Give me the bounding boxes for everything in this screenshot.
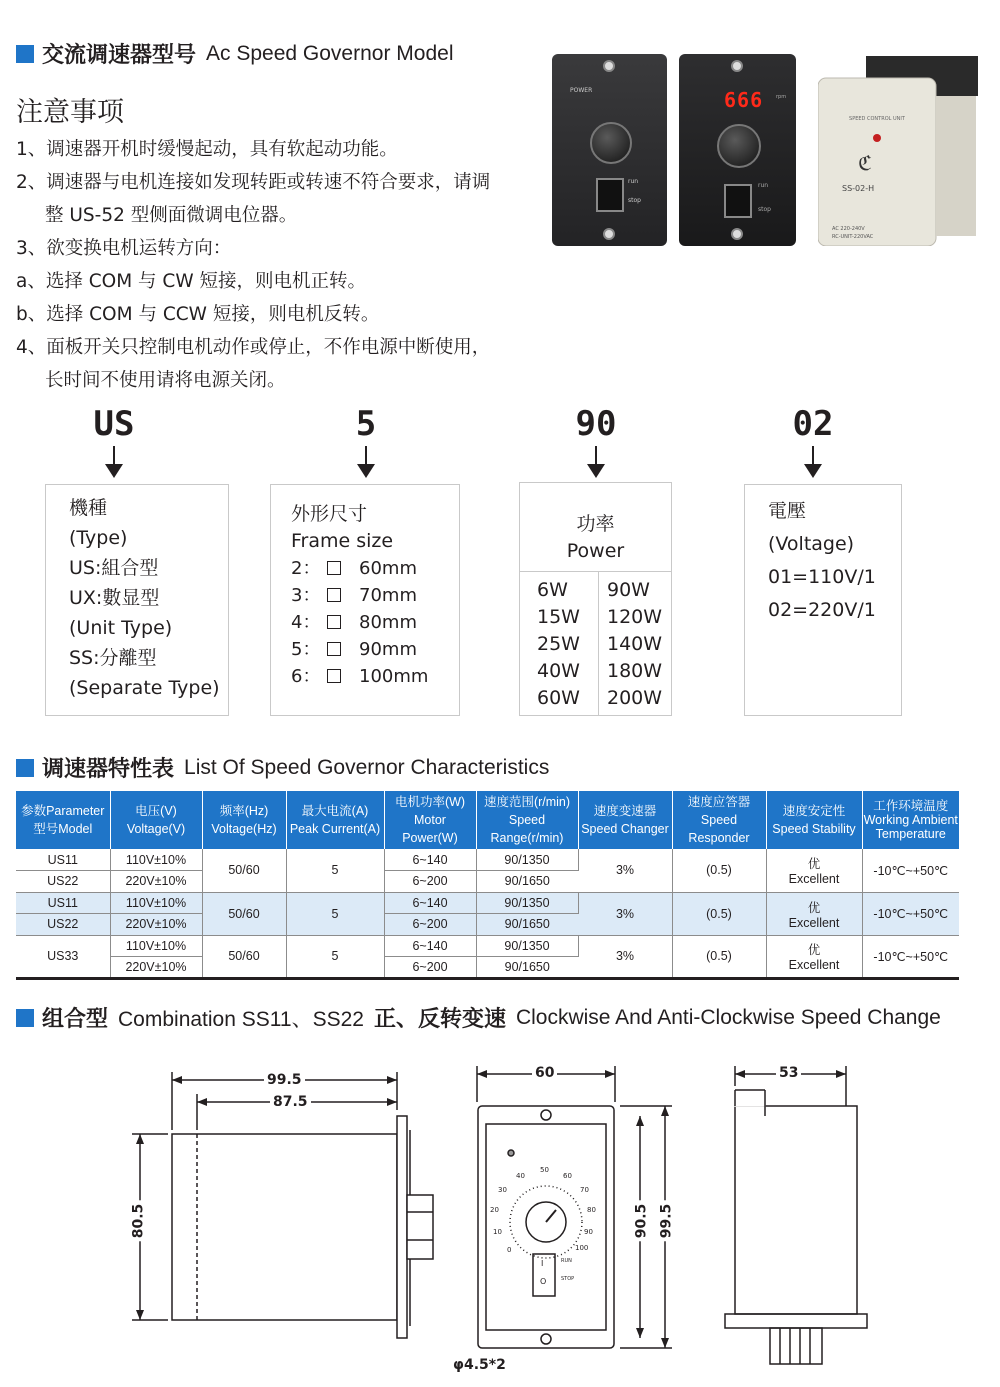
mount-hole-icon [731, 228, 743, 240]
product-photo-separate [818, 56, 980, 246]
frame-title-cn: 外形尺寸 [291, 503, 368, 525]
dim-hole: φ4.5*2 [450, 1357, 509, 1373]
section-title-en: Ac Speed Governor Model [206, 41, 454, 65]
dial-tick-label: 20 [490, 1206, 499, 1214]
power-switch-icon [596, 178, 624, 212]
voltage-line: (Voltage) [768, 533, 855, 555]
rpm-label: rpm [776, 94, 787, 100]
speed-knob-icon [590, 122, 632, 164]
frame-size-box [270, 484, 460, 716]
run-label: run [628, 178, 639, 185]
table-row: US22 220V±10% 6~200 90/1650 [16, 914, 959, 936]
mount-hole-icon [603, 60, 615, 72]
code-voltage: 02 [792, 404, 834, 444]
col-header: 工作环境温度 Working Ambient Temperature [862, 791, 959, 849]
brand-logo-icon: ℭ [858, 151, 873, 175]
type-line: 機種 [69, 497, 108, 519]
section-title-cn: 交流调速器型号 [42, 43, 197, 68]
power-value: 6W [537, 579, 568, 601]
power-value: 140W [607, 633, 663, 655]
mount-hole-icon [603, 228, 615, 240]
stop-label: stop [628, 197, 641, 204]
col-header: 电机功率(W) Motor Power(W) [384, 791, 476, 849]
dim-side-width-2: 87.5 [270, 1094, 311, 1110]
notice-line: 3、欲变换电机运转方向： [16, 238, 232, 259]
frame-row: 2： 60mm [291, 558, 417, 579]
type-line: SS:分離型 [69, 647, 157, 669]
section-heading-characteristics [16, 752, 549, 783]
product-photo-digital [679, 54, 796, 246]
stop-label: STOP [561, 1276, 575, 1282]
voltage-box [744, 484, 902, 716]
dial-tick-label: 30 [498, 1186, 507, 1194]
code-frame: 5 [355, 404, 377, 444]
frame-row: 5： 90mm [291, 639, 417, 660]
code-power: 90 [575, 404, 617, 444]
col-header: 电压(V) Voltage(V) [110, 791, 202, 849]
section-square-icon [16, 45, 34, 63]
voltage-line: 電壓 [768, 500, 807, 522]
section-square-icon [16, 1009, 34, 1027]
power-value: 15W [537, 606, 580, 628]
power-value: 40W [537, 660, 580, 682]
dim-front-height-1: 90.5 [633, 1201, 649, 1242]
dim-right-width: 53 [776, 1065, 801, 1081]
dial-tick-label: 80 [587, 1206, 596, 1214]
table-header-row [16, 791, 959, 849]
separate-unit-drawing [818, 56, 980, 246]
arrow-down-icon [104, 446, 124, 478]
power-value: 180W [607, 660, 663, 682]
unit-model-label: SS-02-H [842, 184, 875, 193]
arrow-down-icon [803, 446, 823, 478]
table-row: US11 110V±10% 50/60 5 6~140 90/1350 3% (0.5) 优 Excellent -10℃~+50℃ [16, 892, 959, 914]
section-title-cn: 调速器特性表 [42, 757, 175, 782]
dial-tick-label: 90 [584, 1228, 593, 1236]
type-line: (Type) [69, 527, 128, 549]
frame-row: 6： 100mm [291, 666, 429, 687]
switch-on-label: I [541, 1259, 544, 1268]
checkbox-icon [327, 561, 341, 575]
dial-tick-label: 40 [516, 1172, 525, 1180]
arrow-down-icon [586, 446, 606, 478]
switch-off-label: O [540, 1277, 547, 1286]
type-line: (Separate Type) [69, 677, 220, 699]
section-heading-model [16, 38, 453, 69]
checkbox-icon [327, 588, 341, 602]
section-title-en-2: Clockwise And Anti-Clockwise Speed Change [515, 1005, 941, 1029]
section-heading-combination [16, 1002, 941, 1033]
speed-knob-icon [717, 124, 761, 168]
section-square-icon [16, 759, 34, 777]
type-box [45, 484, 229, 716]
power-value: 200W [607, 687, 663, 709]
voltage-line: 02=220V/1 [768, 599, 876, 621]
power-title-cn: 功率 [576, 513, 615, 535]
notice-title: 注意事项 [16, 97, 124, 128]
col-header: 最大电流(A) Peak Current(A) [286, 791, 384, 849]
notice-line: 长时间不使用请将电源关闭。 [45, 370, 286, 391]
power-value: 60W [537, 687, 580, 709]
power-col-right [607, 577, 662, 712]
power-box [519, 482, 672, 716]
type-line: UX:數显型 [69, 587, 160, 609]
table-row: US33 110V±10% 50/60 5 6~140 90/1350 3% (0.5) 优 Excellent -10℃~+50℃ [16, 935, 959, 957]
notice-line: 整 US-52 型侧面微调电位器。 [45, 205, 298, 226]
dial-tick-label: 70 [580, 1186, 589, 1194]
notice-line: 1、调速器开机时缓慢起动，具有软起动功能。 [16, 139, 398, 160]
checkbox-icon [327, 615, 341, 629]
col-header: 参数Parameter 型号Model [16, 791, 110, 849]
arrow-down-icon [356, 446, 376, 478]
col-header: 速度安定性 Speed Stability [766, 791, 862, 849]
unit-spec-label: AC 220-240V [832, 226, 865, 232]
dim-front-width: 60 [532, 1065, 557, 1081]
col-header: 速度范围(r/min) Speed Range(r/min) [476, 791, 578, 849]
section-title-cn: 组合型 [42, 1007, 109, 1032]
notice-line: a、选择 COM 与 CW 短接，则电机正转。 [16, 271, 367, 292]
dial-tick-label: 100 [575, 1244, 589, 1252]
section-title-en: List Of Speed Governor Characteristics [184, 755, 550, 779]
power-col-left [537, 577, 580, 712]
table-row: US11 110V±10% 50/60 5 6~140 90/1350 3% (0.5) 优 Excellent -10℃~+50℃ [16, 849, 959, 871]
dial-tick-label: 50 [540, 1166, 549, 1174]
col-header: 速度变速器 Speed Changer [578, 791, 672, 849]
run-label: run [758, 182, 769, 189]
mount-hole-icon [731, 60, 743, 72]
notice-line: b、选择 COM 与 CCW 短接，则电机反转。 [16, 304, 380, 325]
col-header: 频率(Hz) Voltage(Hz) [202, 791, 286, 849]
product-photo-combination [552, 54, 667, 246]
frame-row: 4： 80mm [291, 612, 417, 633]
unit-spec-label-2: RC-UNIT-220VAC [832, 234, 874, 240]
unit-header-label: SPEED CONTROL UNIT [849, 116, 905, 122]
characteristics-table [16, 791, 959, 980]
power-label: POWER [570, 87, 593, 94]
dim-front-height-2: 99.5 [658, 1201, 674, 1242]
dim-side-width-1: 99.5 [264, 1072, 305, 1088]
stop-label: stop [758, 206, 771, 213]
table-row: US22 220V±10% 6~200 90/1650 [16, 871, 959, 893]
dim-side-height: 80.5 [130, 1201, 146, 1242]
notice-line: 4、面板开关只控制电机动作或停止，不作电源中断使用， [16, 337, 491, 358]
dial-tick-label: 10 [493, 1228, 502, 1236]
notice-line: 2、调速器与电机连接如发现转距或转速不符合要求，请调 [16, 172, 491, 193]
frame-row: 3： 70mm [291, 585, 417, 606]
power-value: 90W [607, 579, 650, 601]
notice-list [16, 133, 536, 397]
table-row: 220V±10% 6~200 90/1650 [16, 957, 959, 979]
dial-tick-label: 0 [507, 1246, 512, 1254]
dial-tick-label: 60 [563, 1172, 572, 1180]
power-switch-icon [724, 184, 752, 218]
checkbox-icon [327, 642, 341, 656]
frame-title-en: Frame size [291, 530, 394, 552]
section-title-cn-2: 正、反转变速 [373, 1007, 506, 1032]
code-type: US [93, 404, 135, 444]
power-value: 25W [537, 633, 580, 655]
led-display: 666 [724, 88, 764, 112]
voltage-line: 01=110V/1 [768, 566, 876, 588]
section-title-en: Combination SS11、SS22 [118, 1007, 364, 1031]
type-line: US:組合型 [69, 557, 159, 579]
checkbox-icon [327, 669, 341, 683]
power-value: 120W [607, 606, 663, 628]
power-title-en: Power [566, 540, 625, 562]
run-label: RUN [561, 1258, 572, 1264]
type-line: (Unit Type) [69, 617, 173, 639]
dimension-drawings [0, 1050, 1000, 1387]
col-header: 速度应答器 Speed Responder [672, 791, 766, 849]
